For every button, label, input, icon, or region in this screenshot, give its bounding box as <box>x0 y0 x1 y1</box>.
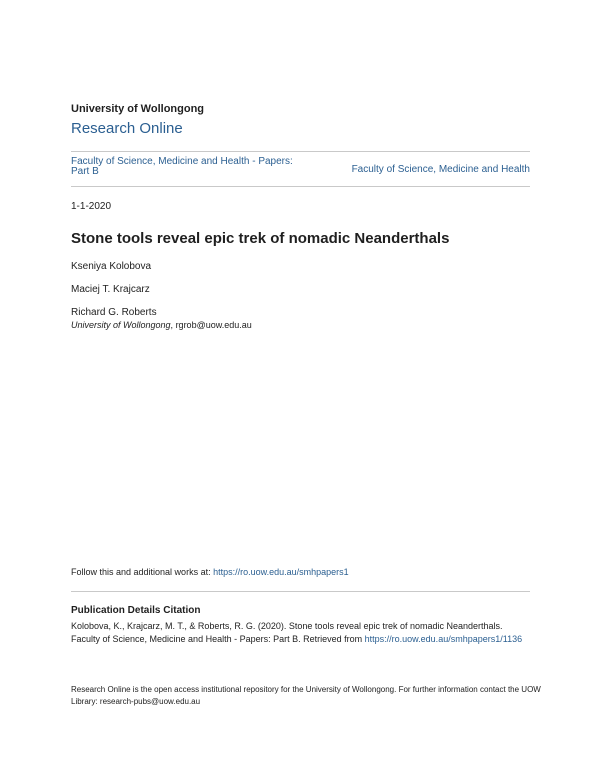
author-name: Kseniya Kolobova <box>71 261 152 272</box>
follow-text: Follow this and additional works at: <box>71 567 214 577</box>
divider-bottom <box>71 591 530 592</box>
institution-name: University of Wollongong <box>71 103 205 115</box>
series-link[interactable]: Faculty of Science, Medicine and Health - Papers: Part B <box>71 156 293 177</box>
divider-middle <box>71 186 530 187</box>
author-affiliation <box>71 320 252 330</box>
paper-title: Stone tools reveal epic trek of nomadic Neanderthals <box>71 230 450 247</box>
author-name: Maciej T. Krajcarz <box>71 284 150 295</box>
publication-date: 1-1-2020 <box>71 201 112 212</box>
follow-line <box>71 567 349 577</box>
repository-footer: Research Online is the open access institutional repository for the University of Wollongong. For further information contact the UOW Library: research-pubs@uow.edu.au <box>71 685 541 706</box>
affiliation-separator: , <box>170 320 176 330</box>
citation-link[interactable]: https://ro.uow.edu.au/smhpapers1/1136 <box>364 633 523 644</box>
affiliation-name: University of Wollongong <box>71 320 171 330</box>
citation-heading: Publication Details Citation <box>71 605 201 616</box>
repository-link[interactable]: Research Online <box>71 120 183 137</box>
follow-link[interactable]: https://ro.uow.edu.au/smhpapers1 <box>213 567 349 577</box>
citation-text: Kolobova, K., Krajcarz, M. T., & Roberts, R. G. (2020). Stone tools reveal epic trek of nomadic Neanderthals. Faculty of Science, Medicine and Health - Papers: Part B. Retrieved from <box>71 621 503 644</box>
divider-top <box>71 151 530 152</box>
faculty-link[interactable]: Faculty of Science, Medicine and Health <box>351 164 530 175</box>
citation-body <box>71 620 531 645</box>
author-name: Richard G. Roberts <box>71 307 157 318</box>
author-email: rgrob@uow.edu.au <box>175 320 252 330</box>
